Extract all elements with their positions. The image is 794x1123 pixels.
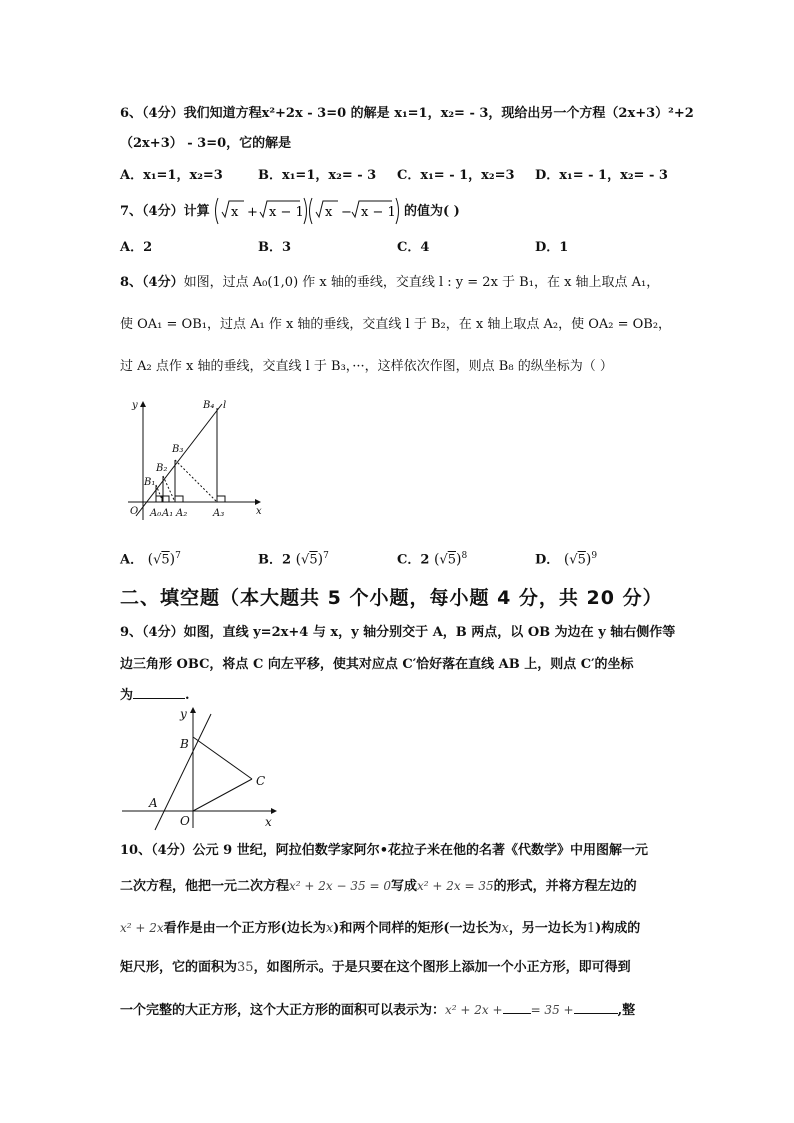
q6-line1: 6、（4分）我们知道方程x²+2x - 3=0 的解是 x₁=1，x₂= - 3，现给出另一个方程（2x+3）²+2 <box>120 106 694 121</box>
q9-fig-o-label: O <box>180 814 190 828</box>
q8-figure <box>118 396 268 526</box>
q9-fig-b-label: B <box>180 737 189 751</box>
q9-fig-a-label: A <box>149 796 158 810</box>
q8-fig-l-label: l <box>223 400 227 411</box>
q6-option-c: C．x₁= - 1，x₂=3 <box>397 168 515 183</box>
q8-fig-y-label: y <box>132 400 138 411</box>
q7-tail: 的值为( ) <box>404 204 460 219</box>
q9-figure <box>118 704 283 834</box>
q6-option-d: D．x₁= - 1，x₂= - 3 <box>535 168 668 183</box>
q8-fig-o-label: O <box>130 506 139 517</box>
q8-fig-b2-label: B₂ <box>156 463 168 474</box>
q9-line3: 为 . <box>120 688 190 703</box>
q9-answer-blank[interactable] <box>133 698 185 699</box>
q10-line3: x² + 2x看作是由一个正方形(边长为x)和两个同样的矩形(一边长为x，另一边长为1)构成的 <box>120 921 641 936</box>
q10-blank-2[interactable] <box>574 1013 618 1014</box>
q8-option-d: D． $(√5)^9$ <box>535 551 598 568</box>
section-2-title: 二、填空题（本大题共 5 个小题，每小题 4 分，共 20 分） <box>120 587 663 609</box>
q8-fig-a0-label: A₀ <box>150 508 162 519</box>
svg-text:+: + <box>247 205 258 220</box>
q7-option-b: B．3 <box>258 240 292 255</box>
q6-option-b: B．x₁=1，x₂= - 3 <box>258 168 377 183</box>
q8-fig-a1-label: A₁ <box>162 508 174 519</box>
q8-fig-a2-label: A₂ <box>176 508 188 519</box>
q6-option-a: A．x₁=1，x₂=3 <box>120 168 223 183</box>
q10-line2: 二次方程，他把一元二次方程x² + 2x − 35 = 0写成x² + 2x = 35的形式，并将方程左边的 <box>120 879 637 894</box>
q8-fig-b1-label: B₁ <box>144 477 156 488</box>
q10-line5: 一个完整的大正方形，这个大正方形的面积可以表示为：x² + 2x + = 35 + ,整 <box>120 1003 636 1018</box>
q9-line1: 9、（4分）如图，直线 y=2x+4 与 x，y 轴分别交于 A，B 两点，以 OB 为边在 y 轴右侧作等 <box>120 625 676 640</box>
q8-line3: 过 A₂ 点作 x 轴的垂线，交直线 l 于 B₃，···，这样依次作图，则点 B₈ 的纵坐标为（ ） <box>120 359 613 374</box>
svg-text:x − 1: x − 1 <box>269 205 304 220</box>
q9-fig-x-label: x <box>265 815 272 829</box>
q8-fig-a3-label: A₃ <box>213 508 225 519</box>
q7-option-a: A．2 <box>120 240 153 255</box>
q7-stem: 7、（4分）计算 <box>120 204 210 219</box>
q8-option-a: A． $(√5)^7$ <box>120 551 181 568</box>
q8-line1: 8、（4分）如图，过点 A₀(1,0) 作 x 轴的垂线，交直线 l : y = 2x 于 B₁，在 x 轴上取点 A₁， <box>120 275 660 290</box>
svg-text:x: x <box>231 205 239 220</box>
svg-text:x − 1: x − 1 <box>361 205 396 220</box>
q9-fig-y-label: y <box>180 707 187 721</box>
q8-option-c: C．2 $(√5)^8$ <box>397 551 468 568</box>
q7-expression <box>212 195 402 227</box>
q7-option-c: C．4 <box>397 240 430 255</box>
q10-blank-1[interactable] <box>503 1013 531 1014</box>
q10-line1: 10、（4分）公元 9 世纪，阿拉伯数学家阿尔•花拉子米在他的名著《代数学》中用图解一元 <box>120 843 649 858</box>
q8-fig-b4-label: B₄ <box>203 400 215 411</box>
q8-fig-b3-label: B₃ <box>172 444 184 455</box>
q8-fig-x-label: x <box>256 506 262 517</box>
q8-option-b: B．2 $(√5)^7$ <box>258 551 329 568</box>
q7-option-d: D．1 <box>535 240 569 255</box>
q10-line4: 矩尺形，它的面积为35，如图所示。于是只要在这个图形上添加一个小正方形，即可得到 <box>120 960 631 975</box>
q9-fig-c-label: C <box>256 774 266 788</box>
svg-text:−: − <box>341 205 352 220</box>
q9-line2: 边三角形 OBC，将点 C 向左平移，使其对应点 C′恰好落在直线 AB 上，则点 C′的坐标 <box>120 657 634 672</box>
svg-text:x: x <box>325 205 333 220</box>
q8-line2: 使 OA₁ = OB₁，过点 A₁ 作 x 轴的垂线，交直线 l 于 B₂，在 x 轴上取点 A₂，使 OA₂ = OB₂， <box>120 317 672 332</box>
q6-line2: （2x+3） - 3=0，它的解是 <box>120 136 292 151</box>
